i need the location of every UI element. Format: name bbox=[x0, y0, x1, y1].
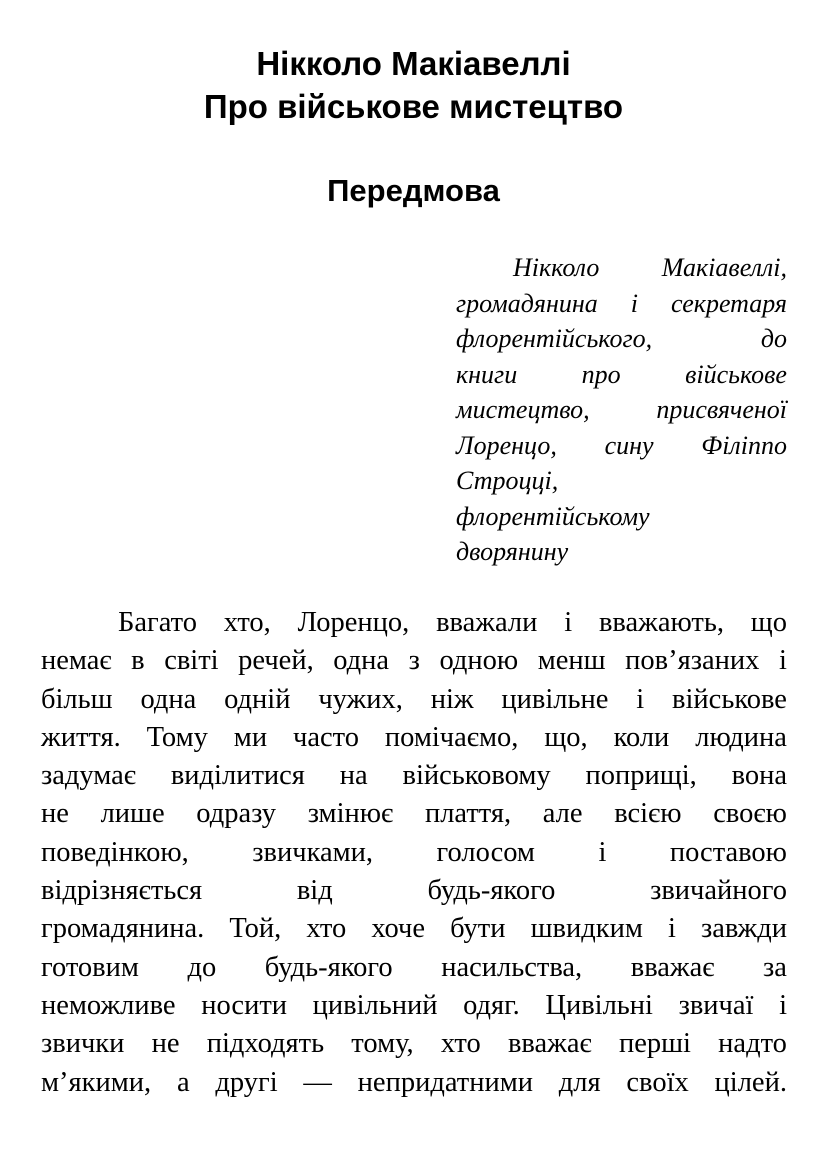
word: другі bbox=[215, 1066, 278, 1098]
word: Нікколо bbox=[513, 253, 600, 282]
word: неможливе bbox=[41, 989, 176, 1021]
text-line bbox=[456, 286, 787, 322]
word: секретаря bbox=[671, 288, 787, 318]
author-name: Нікколо Макіавеллі bbox=[256, 45, 571, 82]
word: для bbox=[558, 1066, 601, 1098]
word: на bbox=[339, 760, 368, 792]
word: від bbox=[296, 875, 333, 907]
word: ніж bbox=[430, 683, 474, 715]
word: і bbox=[636, 683, 645, 715]
text-line bbox=[456, 321, 787, 357]
word: людина bbox=[695, 721, 787, 753]
word: одній bbox=[224, 683, 291, 715]
word: світі bbox=[164, 645, 219, 677]
word: звичаї bbox=[678, 989, 754, 1021]
word: громадянина. bbox=[41, 913, 205, 945]
word: Філіппо bbox=[701, 430, 787, 460]
word: звичками, bbox=[252, 836, 374, 868]
word: речей, bbox=[238, 645, 314, 677]
word: з bbox=[408, 645, 420, 677]
word: плаття, bbox=[424, 798, 512, 830]
word: Лоренцо, bbox=[456, 430, 557, 460]
text-line bbox=[456, 357, 787, 393]
word: хто, bbox=[223, 607, 271, 638]
word: помічаємо, bbox=[384, 721, 519, 753]
word: Цивільні bbox=[545, 989, 653, 1021]
word: поприщі, bbox=[585, 760, 697, 792]
section-heading: Передмова bbox=[327, 173, 500, 208]
word: своїх bbox=[626, 1066, 689, 1098]
word: життя. bbox=[41, 721, 121, 753]
word: ми bbox=[233, 721, 268, 753]
word: будь-якого bbox=[427, 875, 556, 907]
word: дворянину bbox=[456, 537, 569, 566]
word: Багато bbox=[118, 607, 197, 638]
word: вважають, bbox=[598, 607, 724, 638]
word: менш bbox=[537, 645, 606, 677]
word: будь-якого bbox=[264, 951, 393, 983]
dedication-epigraph bbox=[456, 250, 787, 570]
word: і bbox=[667, 913, 676, 945]
book-title: Про військове мистецтво bbox=[203, 88, 624, 125]
word: Макіавеллі, bbox=[661, 253, 787, 282]
word: не bbox=[151, 1028, 180, 1060]
word: і bbox=[630, 288, 639, 318]
word: одна bbox=[140, 683, 197, 715]
word: звичайного bbox=[650, 875, 787, 907]
word: флорентійському bbox=[456, 501, 650, 531]
word: цивільне bbox=[501, 683, 609, 715]
word: але bbox=[542, 798, 583, 830]
word: хоче bbox=[371, 913, 426, 945]
word: Строцці, bbox=[456, 466, 559, 495]
word: а bbox=[176, 1066, 190, 1098]
word: військовому bbox=[402, 760, 551, 792]
word: поведінкою, bbox=[41, 836, 189, 868]
text-line bbox=[41, 872, 787, 910]
word: коли bbox=[613, 721, 670, 753]
word: м’якими, bbox=[41, 1066, 152, 1098]
word: і bbox=[598, 836, 607, 868]
word: громадянина bbox=[456, 288, 598, 318]
word: хто bbox=[306, 913, 347, 945]
word: Лоренцо, bbox=[297, 607, 410, 638]
word: до bbox=[760, 324, 787, 353]
word: хто bbox=[440, 1028, 481, 1060]
word: військове bbox=[672, 683, 787, 715]
word: поставою bbox=[669, 836, 787, 868]
word: і bbox=[564, 607, 573, 638]
word: носити bbox=[201, 989, 288, 1021]
word: цивільний bbox=[312, 989, 438, 1021]
word: до bbox=[187, 951, 217, 983]
word: в bbox=[131, 645, 145, 677]
word: книги bbox=[456, 359, 518, 389]
word: про bbox=[581, 359, 621, 389]
text-line bbox=[41, 949, 787, 987]
word: тому, bbox=[351, 1028, 414, 1060]
text-line bbox=[41, 642, 787, 680]
word: виділитися bbox=[170, 760, 305, 792]
word: Тому bbox=[146, 721, 208, 753]
word: звички bbox=[41, 1028, 125, 1060]
word: сину bbox=[604, 430, 654, 460]
word: голосом bbox=[436, 836, 535, 868]
text-line bbox=[41, 987, 787, 1025]
body-paragraph bbox=[41, 604, 787, 1102]
word: що, bbox=[544, 721, 588, 753]
word: одяг. bbox=[463, 989, 520, 1021]
word: і bbox=[779, 989, 787, 1021]
word: більш bbox=[41, 683, 113, 715]
word: мистецтво, bbox=[456, 395, 590, 424]
text-line bbox=[41, 1025, 787, 1063]
text-line bbox=[41, 910, 787, 948]
word: задумає bbox=[41, 760, 137, 792]
word: лише bbox=[100, 798, 165, 830]
word: пов’язаних bbox=[625, 645, 760, 677]
word: одразу bbox=[196, 798, 277, 830]
word: вважали bbox=[436, 607, 538, 638]
word: непридатними bbox=[357, 1066, 533, 1098]
word: — bbox=[303, 1066, 332, 1098]
word: чужих, bbox=[318, 683, 403, 715]
word: військове bbox=[685, 359, 787, 389]
word: за bbox=[763, 951, 787, 983]
word: вважає bbox=[630, 951, 715, 983]
word: відрізняється bbox=[41, 875, 203, 907]
text-line bbox=[456, 428, 787, 464]
word: що bbox=[750, 607, 787, 638]
word: немає bbox=[41, 645, 112, 677]
word: одною bbox=[439, 645, 519, 677]
word: часто bbox=[293, 721, 359, 753]
word: швидким bbox=[530, 913, 643, 945]
word: завжди bbox=[700, 913, 787, 945]
word: і bbox=[778, 645, 787, 677]
word: вважає bbox=[507, 1028, 592, 1060]
book-title-block bbox=[0, 42, 827, 128]
word: змінює bbox=[307, 798, 394, 830]
word: надто bbox=[718, 1028, 787, 1060]
text-line bbox=[41, 757, 787, 795]
word: вона bbox=[731, 760, 787, 792]
word: не bbox=[41, 798, 69, 830]
word: цілей. bbox=[714, 1066, 787, 1098]
text-line bbox=[41, 604, 787, 642]
text-line bbox=[41, 834, 787, 872]
word: флорентійського, bbox=[456, 324, 653, 353]
word: своєю bbox=[713, 798, 787, 830]
text-line bbox=[456, 499, 787, 535]
word: насильства, bbox=[441, 951, 583, 983]
text-line bbox=[456, 250, 787, 286]
word: всією bbox=[614, 798, 682, 830]
text-line bbox=[456, 463, 787, 499]
text-line bbox=[41, 1064, 787, 1102]
text-line bbox=[41, 719, 787, 757]
text-line bbox=[456, 534, 787, 570]
word: бути bbox=[450, 913, 506, 945]
word: присвяченої bbox=[656, 395, 787, 424]
word: одна bbox=[333, 645, 390, 677]
text-line bbox=[41, 681, 787, 719]
word: перші bbox=[618, 1028, 691, 1060]
word: готовим bbox=[41, 951, 139, 983]
word: Той, bbox=[229, 913, 282, 945]
text-line bbox=[41, 795, 787, 833]
text-line bbox=[456, 392, 787, 428]
word: підходять bbox=[206, 1028, 325, 1060]
